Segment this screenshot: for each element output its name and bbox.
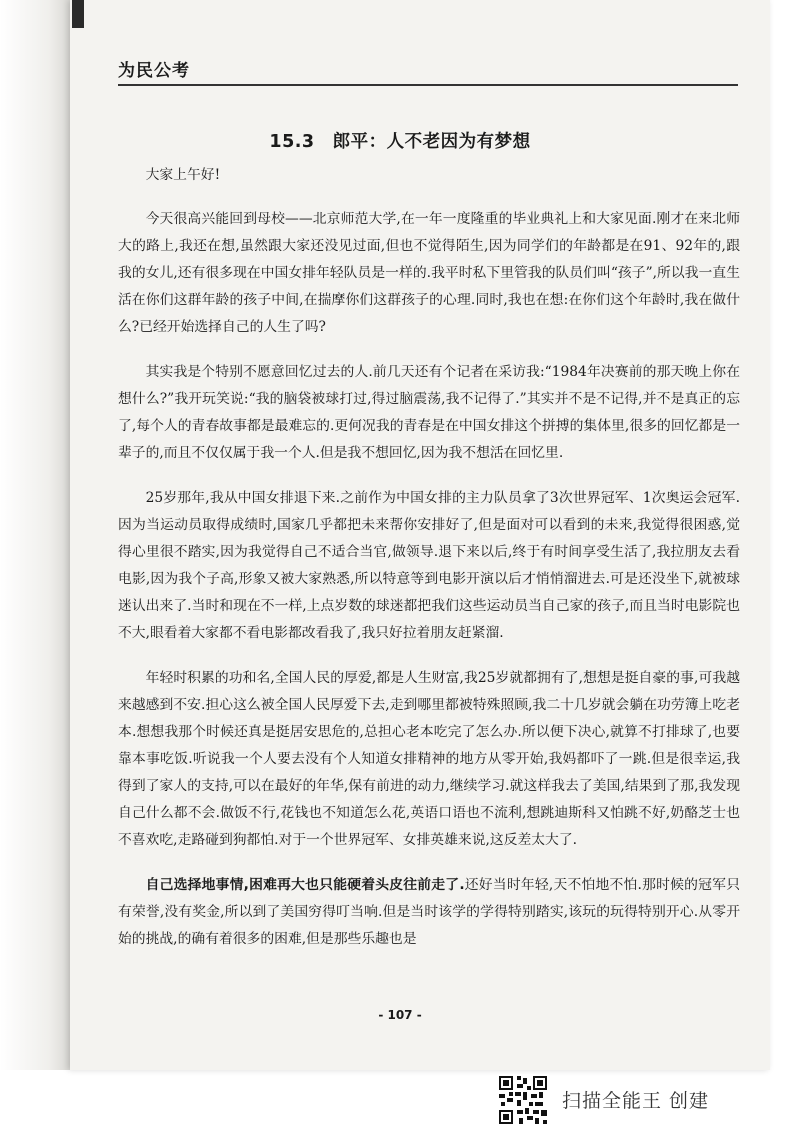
scanner-watermark: 扫描全能王 创建 [562,1090,710,1112]
chapter-title-text: 郎平：人不老因为有梦想 [332,132,531,152]
body-text [118,162,740,971]
paragraph: 今天很高兴能回到母校——北京师范大学,在一年一度隆重的毕业典礼上和大家见面.刚才在来北师大的路上,我还在想,虽然跟大家还没见过面,但也不觉得陌生,因为同学们的年龄都是在91、92年的,跟我的女儿,还有很多现在中国女排年轻队员是一样的.我平时私下里管我的队员们叫“孩子”,所以我一直生活在你们这群年龄的孩子中间,在揣摩你们这群孩子的心理.同时,我也在想:在你们这个年龄时,我在做什么?已经开始选择自己的人生了吗? [118,211,740,335]
qr-code-icon [497,1074,549,1126]
bold-sentence: 自己选择地事情,困难再大也只能硬着头皮往前走了. [145,877,465,893]
paragraph: 年轻时积累的功和名,全国人民的厚爱,都是人生财富,我25岁就都拥有了,想想是挺自豪的事,可我越来越感到不安.担心这么被全国人民厚爱下去,走到哪里都被特殊照顾,我二十几岁就会躺在功劳簿上吃老本.想想我那个时候还真是挺居安思危的,总担心老本吃完了怎么办.所以便下决心,就算不打排球了,也要靠本事吃饭.听说我一个人要去没有个人知道女排精神的地方从零开始,我妈都吓了一跳.但是很幸运,我得到了家人的支持,可以在最好的年华,保有前进的动力,继续学习.就这样我去了美国,结果到了那,我发现自己什么都不会.做饭不行,花钱也不知道怎么花,英语口语也不流利,想跳迪斯科又怕跳不好,奶酪芝士也不喜欢吃,走路碰到狗都怕.对于一个世界冠军、女排英雄来说,这反差太大了. [118,670,740,848]
running-header: 为民公考 [118,61,190,81]
binding-mark [72,0,84,28]
chapter-number: 15.3 [269,132,315,152]
page-number: - 107 - [378,1008,422,1022]
chapter-title [0,128,800,153]
paragraph-greeting: 大家上午好! [145,167,221,183]
header-rule [118,84,738,86]
paragraph: 其实我是个特别不愿意回忆过去的人.前几天还有个记者在采访我:“1984年决赛前的那天晚上你在想什么?”我开玩笑说:“我的脑袋被球打过,得过脑震荡,我不记得了.”其实并不是不记得,并不是真正的忘了,每个人的青春故事都是最难忘的.更何况我的青春是在中国女排这个拼搏的集体里,很多的回忆都是一辈子的,而且不仅仅属于我一个人.但是我不想回忆,因为我不想活在回忆里. [118,364,740,461]
page-left-strip [0,0,70,1070]
paragraph: 25岁那年,我从中国女排退下来.之前作为中国女排的主力队员拿了3次世界冠军、1次奥运会冠军.因为当运动员取得成绩时,国家几乎都把未来帮你安排好了,但是面对可以看到的未来,我觉得很困惑,觉得心里很不踏实,因为我觉得自己不适合当官,做领导.退下来以后,终于有时间享受生活了,我拉朋友去看电影,因为我个子高,形象又被大家熟悉,所以特意等到电影开演以后才悄悄溜进去.可是还没坐下,就被球迷认出来了.当时和现在不一样,上点岁数的球迷都把我们这些运动员当自己家的孩子,而且当时电影院也不大,眼看着大家都不看电影都改看我了,我只好拉着朋友赶紧溜. [118,490,740,641]
paragraph-last [118,872,740,953]
paragraph-last-rest: 还好当时年轻,天不怕地不怕.那时候的冠军只有荣誉,没有奖金,所以到了美国穷得叮当响.但是当时该学的学得特别踏实,该玩的玩得特别开心.从零开始的挑战,的确有着很多的困难,但是那些乐趣也是 [118,877,740,947]
